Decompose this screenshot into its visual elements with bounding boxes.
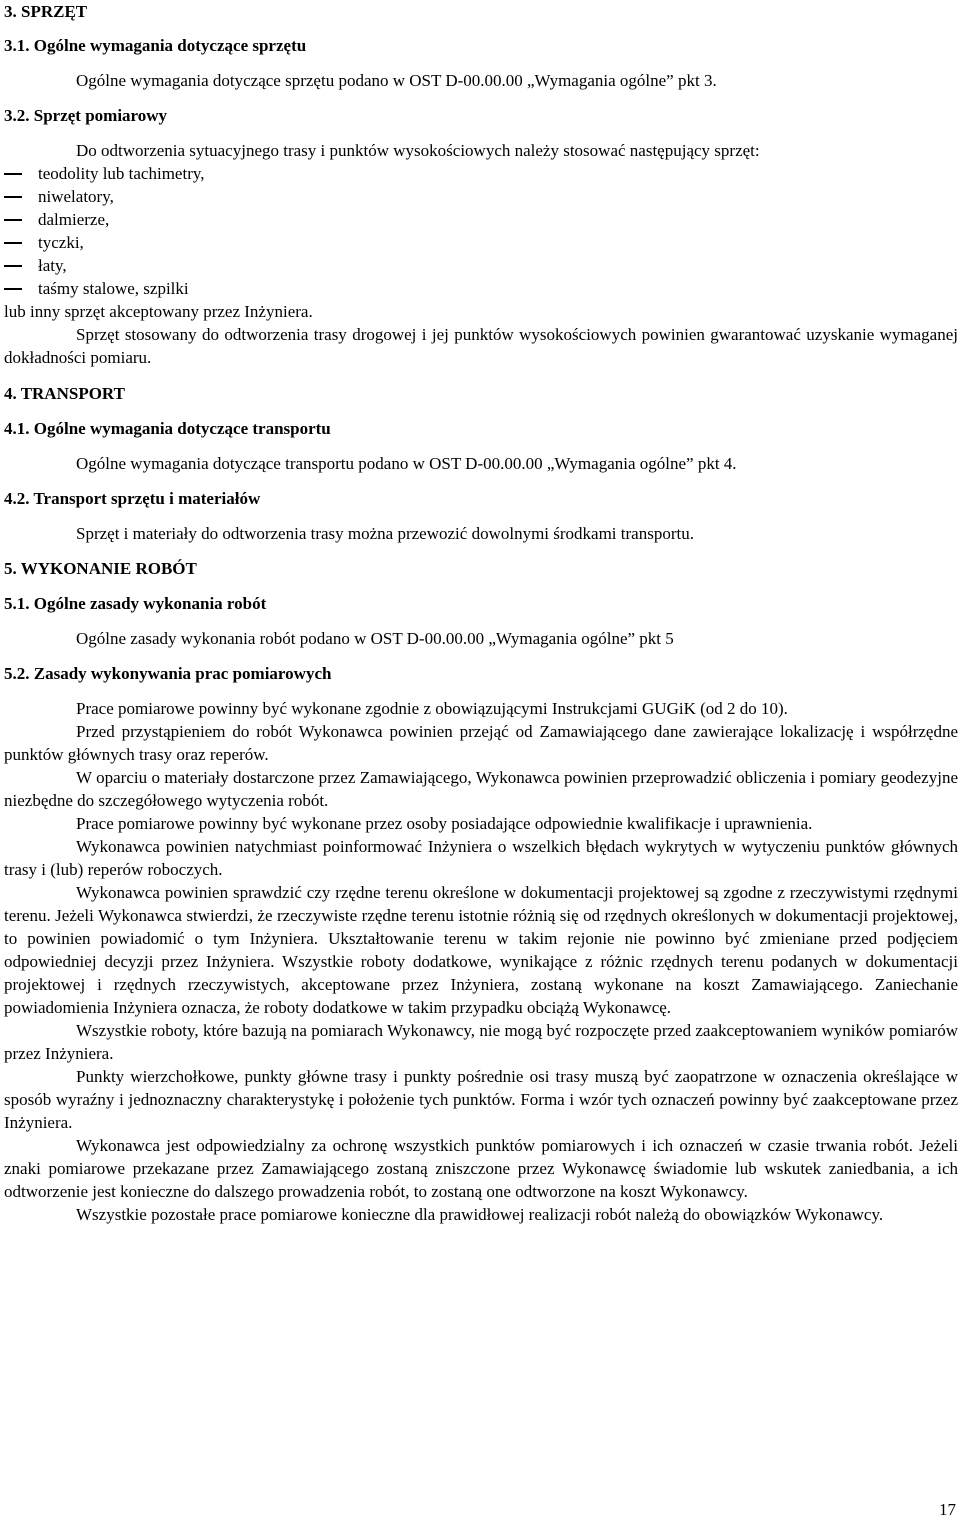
- section-4-1-text: Ogólne wymagania dotyczące transportu podano w OST D-00.00.00 „Wymagania ogólne” pkt 4.: [76, 454, 737, 473]
- section-3-2-heading: 3.2. Sprzęt pomiarowy: [4, 106, 168, 125]
- section-5-2-paragraph: Przed przystąpieniem do robót Wykonawca powinien przejąć od Zamawiającego dane zawierające lokalizację i współrzędne punktów głównych trasy oraz reperów.: [4, 722, 958, 764]
- dash-bullet-icon: [4, 196, 22, 198]
- dash-bullet-icon: [4, 288, 22, 290]
- list-item: dalmierze,: [4, 208, 958, 231]
- section-5-2-paragraph: Punkty wierzchołkowe, punkty główne trasy i punkty pośrednie osi trasy muszą być zaopatrzone w oznaczenia określające w sposób wyraźny i jednoznaczny charakterystykę i położenie tych punktów. Forma i wzór tych oznaczeń powinny być zaakceptowane przez Inżyniera.: [4, 1067, 958, 1132]
- list-item: taśmy stalowe, szpilki: [4, 277, 958, 300]
- section-4-heading: 4. TRANSPORT: [4, 384, 125, 403]
- list-item: niwelatory,: [4, 185, 958, 208]
- section-5-2-paragraph: Wszystkie pozostałe prace pomiarowe konieczne dla prawidłowej realizacji robót należą do obowiązków Wykonawcy.: [76, 1205, 884, 1224]
- document-page: [4, 0, 958, 1226]
- section-5-2-paragraph: Wykonawca jest odpowiedzialny za ochronę wszystkich punktów pomiarowych i ich oznaczeń w czasie trwania robót. Jeżeli znaki pomiarowe przekazane przez Zamawiającego zostaną zniszczone przez Wykonawcę świadomie lub wskutek zaniedbania, a ich odtworzenie jest konieczne do dalszego prowadzenia robót, to zostaną one odtworzone na koszt Wykonawcy.: [4, 1136, 958, 1201]
- equipment-list: [4, 162, 958, 300]
- list-item: teodolity lub tachimetry,: [4, 162, 958, 185]
- page-number: 17: [939, 1500, 956, 1519]
- section-5-heading: 5. WYKONANIE ROBÓT: [4, 559, 197, 578]
- section-3-2-paragraph: Sprzęt stosowany do odtworzenia trasy drogowej i jej punktów wysokościowych powinien gwarantować uzyskanie wymaganej dokładności pomiaru.: [4, 325, 958, 367]
- section-5-2-paragraph: Wykonawca powinien sprawdzić czy rzędne terenu określone w dokumentacji projektowej są zgodne z rzeczywistymi rzędnymi terenu. Jeżeli Wykonawca stwierdzi, że rzeczywiste rzędne terenu istotnie różnią się od rzędnych określonych w dokumentacji projektowej, to powinien powiadomić o tym Inżyniera. Ukształtowanie terenu w takim rejonie nie powinno być zmieniane przed podjęciem odpowiedniej decyzji przez Inżyniera. Wszystkie roboty dodatkowe, wynikające z różnic rzędnych terenu podanych w dokumentacji projektowej i rzędnych rzeczywistych, akceptowane przez Inżyniera, zostaną wykonane na koszt Zamawiającego. Zaniechanie powiadomienia Inżyniera oznacza, że roboty dodatkowe w takim przypadku obciążą Wykonawcę.: [4, 883, 958, 1017]
- section-3-2-intro: Do odtworzenia sytuacyjnego trasy i punktów wysokościowych należy stosować następujący sprzęt:: [76, 141, 760, 160]
- section-5-2-paragraph: W oparciu o materiały dostarczone przez Zamawiającego, Wykonawca powinien przeprowadzić obliczenia i pomiary geodezyjne niezbędne do szczegółowego wytyczenia robót.: [4, 768, 958, 810]
- list-item: tyczki,: [4, 231, 958, 254]
- dash-bullet-icon: [4, 242, 22, 244]
- dash-bullet-icon: [4, 219, 22, 221]
- dash-bullet-icon: [4, 265, 22, 267]
- dash-bullet-icon: [4, 173, 22, 175]
- section-4-2-heading: 4.2. Transport sprzętu i materiałów: [4, 489, 261, 508]
- section-5-1-text: Ogólne zasady wykonania robót podano w OST D-00.00.00 „Wymagania ogólne” pkt 5: [76, 629, 674, 648]
- section-5-2-paragraph: Prace pomiarowe powinny być wykonane zgodnie z obowiązującymi Instrukcjami GUGiK (od 2 do 10).: [76, 699, 788, 718]
- section-5-2-paragraph: Wykonawca powinien natychmiast poinformować Inżyniera o wszelkich błędach wykrytych w wytyczeniu punktów głównych trasy i (lub) reperów roboczych.: [4, 837, 958, 879]
- section-3-2-after-list: lub inny sprzęt akceptowany przez Inżyniera.: [4, 302, 313, 321]
- section-5-2-heading: 5.2. Zasady wykonywania prac pomiarowych: [4, 664, 332, 683]
- section-4-1-heading: 4.1. Ogólne wymagania dotyczące transportu: [4, 419, 331, 438]
- section-4-2-text: Sprzęt i materiały do odtworzenia trasy można przewozić dowolnymi środkami transportu.: [76, 524, 694, 543]
- section-5-2-paragraph: Prace pomiarowe powinny być wykonane przez osoby posiadające odpowiednie kwalifikacje i uprawnienia.: [76, 814, 813, 833]
- section-5-1-heading: 5.1. Ogólne zasady wykonania robót: [4, 594, 267, 613]
- list-item: łaty,: [4, 254, 958, 277]
- section-3-1-text: Ogólne wymagania dotyczące sprzętu podano w OST D-00.00.00 „Wymagania ogólne” pkt 3.: [76, 71, 717, 90]
- section-3-1-heading: 3.1. Ogólne wymagania dotyczące sprzętu: [4, 36, 307, 55]
- section-5-2-paragraph: Wszystkie roboty, które bazują na pomiarach Wykonawcy, nie mogą być rozpoczęte przed zaakceptowaniem wyników pomiarów przez Inżyniera.: [4, 1021, 958, 1063]
- section-3-heading: 3. SPRZĘT: [4, 2, 88, 21]
